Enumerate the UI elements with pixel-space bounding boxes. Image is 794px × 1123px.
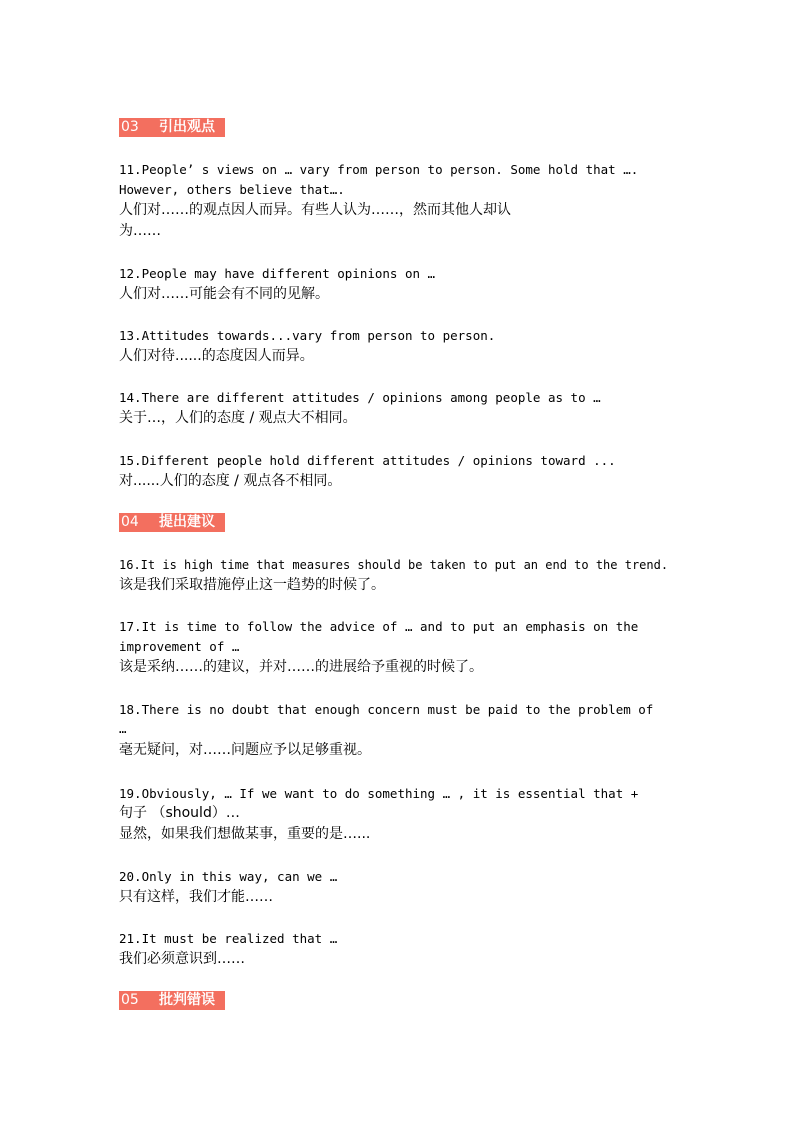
item-20-chinese: 只有这样，我们才能…… bbox=[119, 889, 273, 905]
item-16-chinese: 该是我们采取措施停止这一趋势的时候了。 bbox=[119, 577, 385, 593]
item-14-english: 14.There are different attitudes / opinions among people as to … bbox=[119, 390, 601, 405]
item-20-english: 20.Only in this way, can we … bbox=[119, 869, 338, 884]
section-number: 05 bbox=[121, 992, 139, 1008]
item-17-english-line-1: 17.It is time to follow the advice of … and to put an emphasis on the bbox=[119, 619, 639, 634]
item-12-english: 12.People may have different opinions on … bbox=[119, 266, 436, 281]
item-15-english: 15.Different people hold different attitudes / opinions toward ... bbox=[119, 453, 616, 468]
item-13-english: 13.Attitudes towards...vary from person to person. bbox=[119, 328, 496, 343]
item-12-chinese: 人们对……可能会有不同的见解。 bbox=[119, 286, 329, 302]
item-17-chinese: 该是采纳……的建议，并对……的进展给予重视的时候了。 bbox=[119, 659, 483, 675]
section-header-05 bbox=[119, 991, 225, 1010]
section-title: 批判错误 bbox=[159, 992, 215, 1008]
item-18-english-line-1: 18.There is no doubt that enough concern must be paid to the problem of bbox=[119, 702, 654, 717]
section-number: 03 bbox=[121, 119, 139, 135]
item-15-chinese: 对......人们的态度 / 观点各不相同。 bbox=[119, 473, 342, 489]
item-21-chinese: 我们必须意识到…… bbox=[119, 951, 245, 967]
item-19-chinese: 显然，如果我们想做某事，重要的是…... bbox=[119, 826, 371, 842]
section-header-03 bbox=[119, 118, 225, 137]
item-16-english: 16.It is high time that measures should be taken to put an end to the trend. bbox=[119, 558, 669, 572]
item-14-chinese: 关于…，人们的态度 / 观点大不相同。 bbox=[119, 410, 357, 426]
item-11-english-line-1: 11.People’ s views on … vary from person to person. Some hold that …. bbox=[119, 162, 639, 177]
item-13-chinese: 人们对待......的态度因人而异。 bbox=[119, 348, 314, 364]
item-17-english-line-2: improvement of … bbox=[119, 639, 240, 654]
item-11-english-line-2: However, others believe that…. bbox=[119, 182, 345, 197]
item-11-chinese-line-2: 为…… bbox=[119, 223, 161, 239]
item-19-english-line-2: 句子 （should）… bbox=[119, 805, 240, 821]
item-18-english-line-2: … bbox=[119, 721, 127, 736]
section-title: 提出建议 bbox=[159, 514, 215, 530]
section-title: 引出观点 bbox=[159, 119, 215, 135]
section-number: 04 bbox=[121, 514, 139, 530]
item-11-chinese-line-1: 人们对……的观点因人而异。有些人认为……，然而其他人却认 bbox=[119, 202, 511, 218]
section-header-04 bbox=[119, 513, 225, 532]
item-19-english-line-1: 19.Obviously, … If we want to do something … , it is essential that + bbox=[119, 786, 639, 801]
item-21-english: 21.It must be realized that … bbox=[119, 931, 338, 946]
item-18-chinese: 毫无疑问，对……问题应予以足够重视。 bbox=[119, 742, 371, 758]
